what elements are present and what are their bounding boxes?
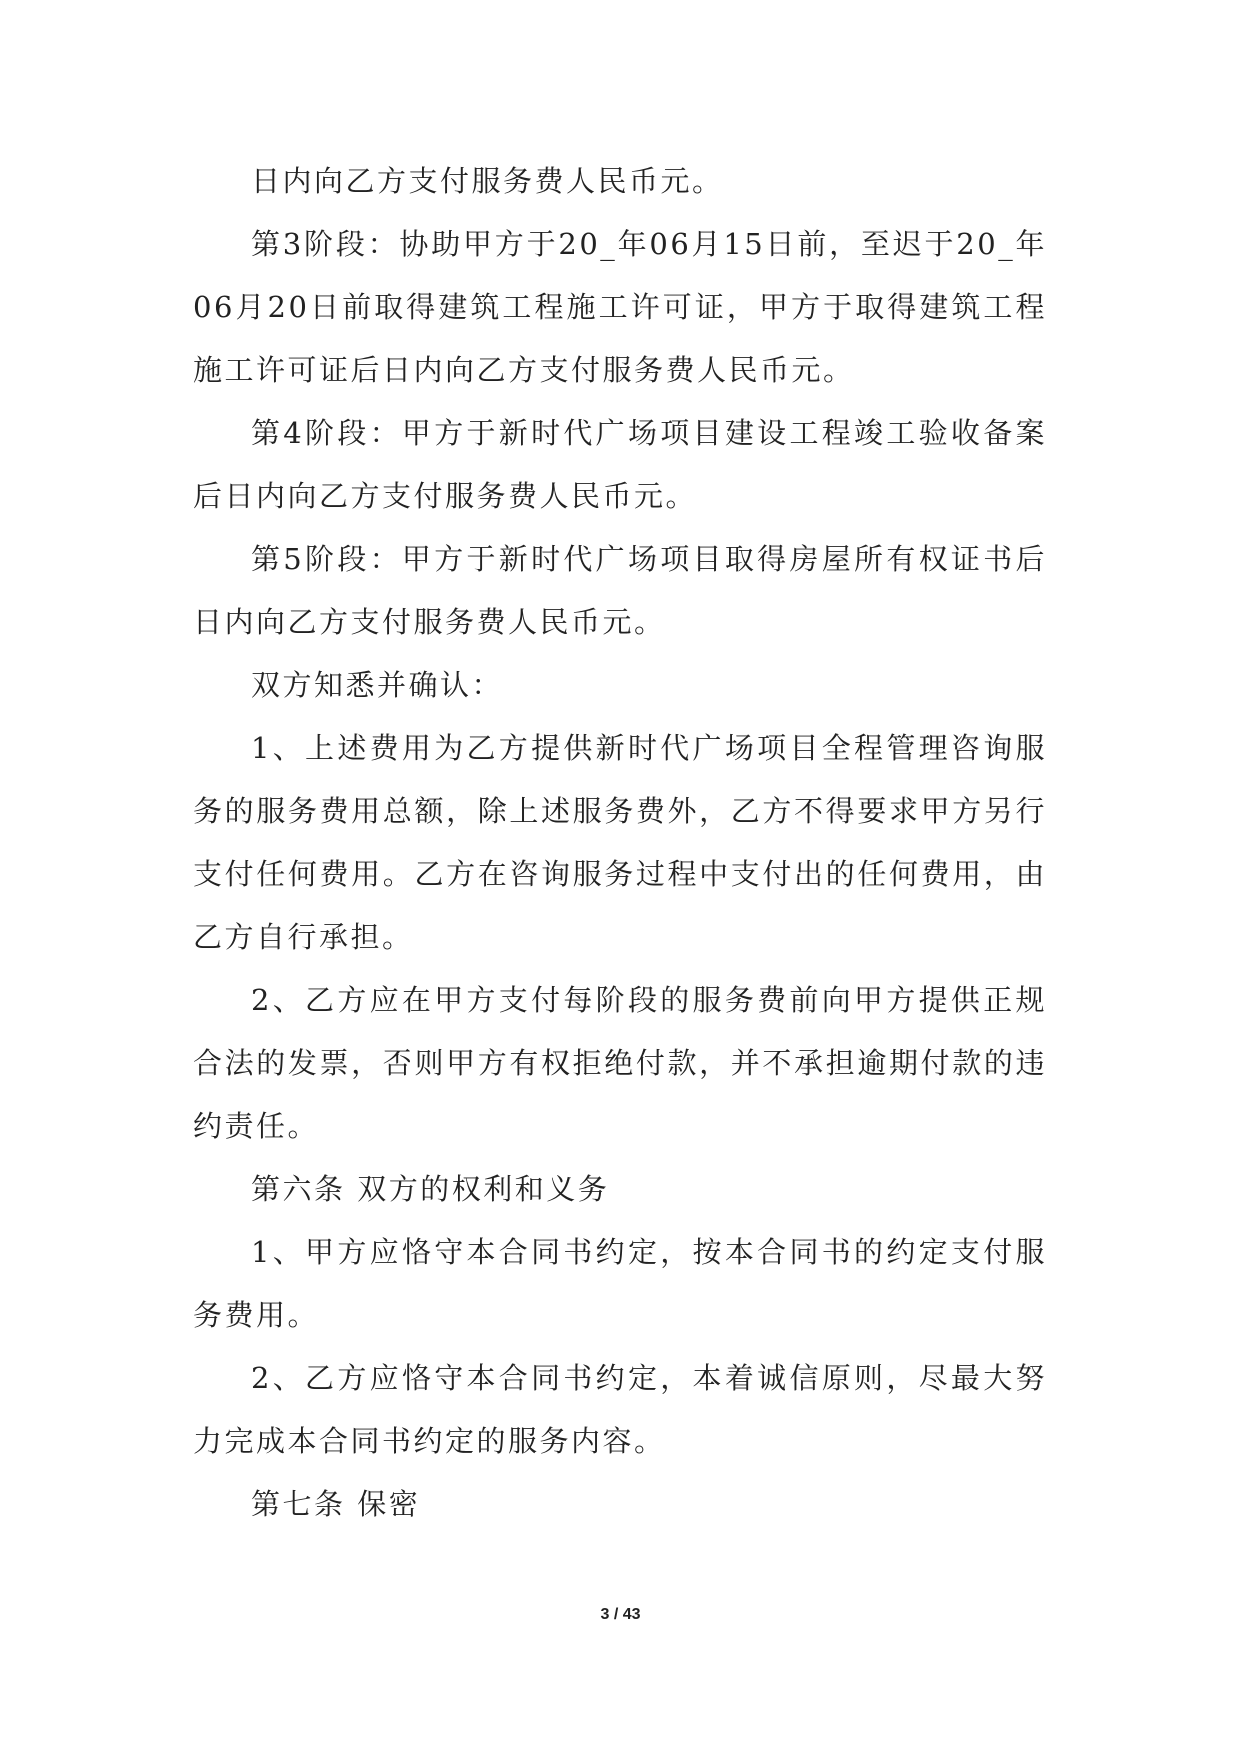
paragraph: 第5阶段：甲方于新时代广场项目取得房屋所有权证书后日内向乙方支付服务费人民币元。	[193, 542, 1047, 639]
page-number: 3 / 43	[600, 1606, 641, 1623]
document-body	[193, 150, 1047, 1536]
paragraph: 第六条 双方的权利和义务	[251, 1172, 610, 1206]
paragraph: 2、乙方应在甲方支付每阶段的服务费前向甲方提供正规合法的发票，否则甲方有权拒绝付款，并不承担逾期付款的违约责任。	[193, 983, 1047, 1143]
paragraph: 1、甲方应恪守本合同书约定，按本合同书的约定支付服务费用。	[193, 1235, 1047, 1332]
paragraph: 第4阶段：甲方于新时代广场项目建设工程竣工验收备案后日内向乙方支付服务费人民币元。	[193, 416, 1047, 513]
paragraph: 日内向乙方支付服务费人民币元。	[251, 164, 724, 198]
paragraph: 2、乙方应恪守本合同书约定，本着诚信原则，尽最大努力完成本合同书约定的服务内容。	[193, 1361, 1047, 1458]
paragraph: 双方知悉并确认：	[251, 668, 504, 702]
paragraph: 1、上述费用为乙方提供新时代广场项目全程管理咨询服务的服务费用总额，除上述服务费外，乙方不得要求甲方另行支付任何费用。乙方在咨询服务过程中支付出的任何费用，由乙方自行承担。	[193, 731, 1047, 954]
paragraph: 第3阶段：协助甲方于20_年06月15日前，至迟于20_年06月20日前取得建筑工程施工许可证，甲方于取得建筑工程施工许可证后日内向乙方支付服务费人民币元。	[193, 227, 1047, 387]
paragraph: 第七条 保密	[251, 1487, 421, 1521]
